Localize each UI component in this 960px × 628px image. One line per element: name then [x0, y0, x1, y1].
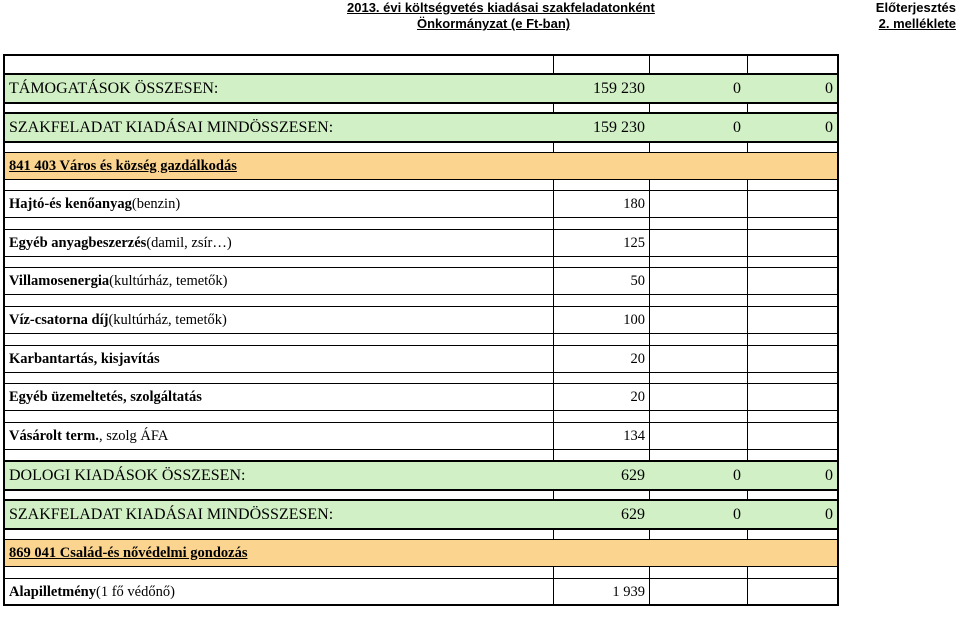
row-label: Egyéb üzemeltetés, szolgáltatás — [9, 388, 202, 405]
row-value-1: 100 — [623, 311, 645, 328]
row-label: SZAKFELADAT KIADÁSAI MINDÖSSZESEN: — [9, 505, 334, 523]
document-subtitle: Önkormányzat (e Ft-ban) — [417, 16, 571, 31]
row-value-1: 629 — [621, 505, 645, 523]
table-row-material-total — [5, 460, 837, 491]
table-row-grand-total — [5, 499, 837, 530]
table-row-section-header — [5, 539, 837, 567]
status-label: Előterjesztés — [875, 0, 956, 15]
table-row-section-header — [5, 152, 837, 180]
row-value-3: 0 — [825, 505, 833, 523]
row-label: DOLOGI KIADÁSOK ÖSSZESEN: — [9, 466, 246, 484]
table-row — [5, 383, 837, 411]
document-title: 2013. évi költségvetés kiadásai szakfeladatonként — [347, 0, 655, 15]
row-label: Hajtó-és kenőanyag (benzin) — [9, 195, 181, 212]
row-label: Egyéb anyagbeszerzés (damil, zsír…) — [9, 234, 232, 251]
row-value-2: 0 — [733, 505, 741, 523]
row-value-1: 180 — [623, 195, 645, 212]
budget-table — [3, 54, 839, 606]
table-row — [5, 422, 837, 450]
row-value-1: 20 — [630, 388, 645, 405]
row-label: TÁMOGATÁSOK ÖSSZESEN: — [9, 79, 219, 97]
table-row — [5, 306, 837, 334]
table-row — [5, 267, 837, 295]
table-row — [5, 578, 837, 606]
row-value-3: 0 — [825, 79, 833, 97]
row-value-1: 159 230 — [593, 118, 645, 136]
row-value-1: 629 — [621, 466, 645, 484]
row-label: Villamosenergia (kultúrház, temetők) — [9, 272, 228, 289]
row-value-2: 0 — [733, 466, 741, 484]
table-row-total-support — [5, 73, 837, 104]
row-value-2: 0 — [733, 79, 741, 97]
annex-label: 2. melléklete — [878, 16, 956, 31]
table-row — [5, 345, 837, 373]
section-title: 841 403 Város és község gazdálkodás — [9, 157, 237, 174]
section-title: 869 041 Család-és nővédelmi gondozás — [9, 544, 248, 561]
row-value-3: 0 — [825, 118, 833, 136]
table-row — [5, 229, 837, 257]
row-label: SZAKFELADAT KIADÁSAI MINDÖSSZESEN: — [9, 118, 334, 136]
row-label: Karbantartás, kisjavítás — [9, 350, 160, 367]
row-value-1: 1 939 — [612, 583, 645, 600]
row-value-3: 0 — [825, 466, 833, 484]
row-value-1: 125 — [623, 234, 645, 251]
row-label: Víz-csatorna díj (kultúrház, temetők) — [9, 311, 227, 328]
row-label: Vásárolt term. , szolg ÁFA — [9, 427, 169, 444]
row-value-2: 0 — [733, 118, 741, 136]
row-value-1: 159 230 — [593, 79, 645, 97]
row-label: Alapilletmény (1 fő védőnő) — [9, 583, 175, 600]
table-row-grand-total — [5, 112, 837, 143]
row-value-1: 20 — [630, 350, 645, 367]
row-value-1: 134 — [623, 427, 645, 444]
table-row — [5, 190, 837, 218]
row-value-1: 50 — [630, 272, 645, 289]
